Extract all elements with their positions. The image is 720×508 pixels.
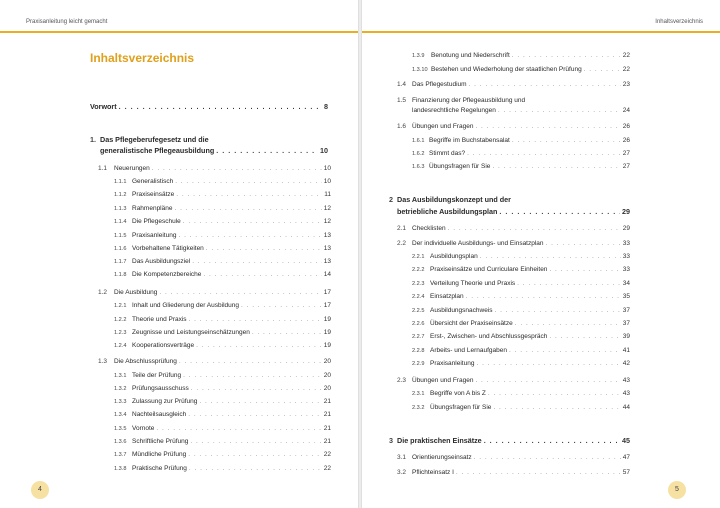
toc-entry[interactable] bbox=[412, 292, 630, 301]
leader-dots bbox=[517, 279, 621, 288]
toc-label: Übungsfragen für Sie bbox=[430, 404, 492, 411]
toc-num: 1.1.3 bbox=[114, 206, 127, 212]
toc-num: 1.1.6 bbox=[114, 246, 127, 252]
leader-dots bbox=[216, 146, 318, 155]
toc-chapter-1[interactable] bbox=[90, 135, 328, 144]
toc-entry[interactable] bbox=[412, 51, 630, 60]
toc-entry[interactable] bbox=[412, 279, 630, 288]
toc-page: 20 bbox=[323, 385, 331, 392]
toc-num: 2.2.4 bbox=[412, 294, 425, 300]
toc-page: 10 bbox=[323, 178, 331, 185]
toc-num: 1.3.6 bbox=[114, 439, 127, 445]
toc-num: 2.3.2 bbox=[412, 405, 425, 411]
toc-num: 2 bbox=[389, 195, 393, 204]
toc-page: 37 bbox=[622, 320, 630, 327]
toc-label: Inhalt und Gliederung der Ausbildung bbox=[132, 302, 239, 309]
toc-label: Schriftliche Prüfung bbox=[132, 438, 189, 445]
toc-entry[interactable] bbox=[412, 65, 630, 74]
toc-entry[interactable] bbox=[114, 450, 331, 459]
toc-label: Begriffe von A bis Z bbox=[430, 390, 486, 397]
running-head-right: Inhaltsverzeichnis bbox=[655, 19, 703, 25]
toc-page: 19 bbox=[323, 329, 331, 336]
toc-page: 21 bbox=[323, 398, 331, 405]
toc-page: 27 bbox=[622, 150, 630, 157]
toc-num: 1.3.3 bbox=[114, 399, 127, 405]
toc-num: 1.3.8 bbox=[114, 466, 127, 472]
toc-page: 37 bbox=[622, 307, 630, 314]
toc-label: Orientierungseinsatz bbox=[412, 454, 472, 461]
toc-label: Einsatzplan bbox=[430, 293, 464, 300]
toc-entry[interactable] bbox=[412, 306, 630, 315]
toc-entry-vorwort[interactable] bbox=[90, 102, 328, 111]
toc-num: 2.2.5 bbox=[412, 308, 425, 314]
toc-label: Rahmenpläne bbox=[132, 205, 173, 212]
toc-label: Kooperationsverträge bbox=[132, 342, 195, 349]
toc-num: 1.1.2 bbox=[114, 192, 127, 198]
toc-num: 1.1.1 bbox=[114, 179, 127, 185]
toc-label: Mündliche Prüfung bbox=[132, 451, 187, 458]
leader-dots bbox=[183, 217, 322, 226]
toc-num: 1.1 bbox=[98, 165, 108, 172]
toc-label: Die Kompetenzbereiche bbox=[132, 271, 202, 278]
toc-label: betriebliche Ausbildungsplan bbox=[397, 207, 498, 216]
toc-entry[interactable] bbox=[114, 217, 331, 226]
leader-dots bbox=[159, 288, 321, 297]
toc-page: 19 bbox=[323, 342, 331, 349]
header-rule bbox=[362, 31, 720, 33]
leader-dots bbox=[191, 384, 322, 393]
toc-label: Die Pflegeschule bbox=[132, 218, 181, 225]
toc-entry[interactable] bbox=[412, 389, 630, 398]
leader-dots bbox=[174, 204, 321, 213]
toc-label: Das Pflegeberufegesetz und die bbox=[100, 135, 209, 144]
toc-page: 21 bbox=[323, 425, 331, 432]
toc-num: 2.3 bbox=[397, 377, 407, 384]
toc-page: 26 bbox=[622, 123, 630, 130]
toc-num: 3 bbox=[389, 436, 393, 445]
toc-label: Benotung und Niederschrift bbox=[431, 52, 510, 59]
toc-page: 8 bbox=[324, 102, 328, 111]
toc-label: Praxiseinsätze bbox=[132, 191, 175, 198]
toc-label: Der individuelle Ausbildungs- und Einsatzplan bbox=[412, 240, 544, 247]
toc-label: Generalistisch bbox=[132, 178, 174, 185]
toc-entry[interactable] bbox=[412, 332, 630, 341]
leader-dots bbox=[484, 436, 620, 445]
leader-dots bbox=[549, 332, 620, 341]
leader-dots bbox=[495, 306, 621, 315]
toc-label: Bestehen und Wiederholung der staatlichen Prüfung bbox=[431, 66, 582, 73]
toc-chapter-2[interactable] bbox=[389, 195, 630, 204]
toc-entry[interactable] bbox=[114, 437, 331, 446]
toc-num: 2.2.8 bbox=[412, 348, 425, 354]
toc-label: Praktische Prüfung bbox=[132, 465, 187, 472]
toc-entry[interactable] bbox=[397, 122, 630, 131]
toc-num: 1.3.5 bbox=[114, 426, 127, 432]
leader-dots bbox=[488, 389, 621, 398]
toc-label: Vorwort bbox=[90, 102, 117, 111]
toc-page: 27 bbox=[622, 163, 630, 170]
toc-label: Arbeits- und Lernaufgaben bbox=[430, 347, 507, 354]
toc-num: 1.3.1 bbox=[114, 373, 127, 379]
toc-entry[interactable] bbox=[114, 371, 331, 380]
leader-dots bbox=[499, 207, 620, 216]
toc-label: Teile der Prüfung bbox=[132, 372, 182, 379]
toc-entry[interactable] bbox=[397, 453, 630, 462]
toc-num: 1.3.2 bbox=[114, 386, 127, 392]
toc-page: 45 bbox=[622, 436, 630, 445]
toc-label: Vorbehaltene Tätigkeiten bbox=[132, 245, 204, 252]
toc-num: 2.2.6 bbox=[412, 321, 425, 327]
toc-label: Theorie und Praxis bbox=[132, 316, 187, 323]
toc-page: 11 bbox=[324, 191, 331, 198]
leader-dots bbox=[509, 346, 621, 355]
toc-label: landesrechtliche Regelungen bbox=[412, 107, 496, 114]
toc-page: 21 bbox=[323, 411, 331, 418]
leader-dots bbox=[175, 177, 322, 186]
toc-label: Das Ausbildungsziel bbox=[132, 258, 191, 265]
toc-num: 1.1.4 bbox=[114, 219, 127, 225]
toc-num: 2.2 bbox=[397, 240, 407, 247]
toc-label: Checklisten bbox=[412, 225, 446, 232]
toc-entry[interactable] bbox=[114, 244, 331, 253]
toc-label: Die praktischen Einsätze bbox=[397, 436, 482, 445]
toc-label: Praxisanleitung bbox=[132, 232, 177, 239]
toc-page: 12 bbox=[323, 218, 331, 225]
leader-dots bbox=[584, 65, 621, 74]
toc-label: Ausbildungsplan bbox=[430, 253, 478, 260]
toc-label: Das Ausbildungskonzept und der bbox=[397, 195, 511, 204]
toc-page: 43 bbox=[622, 390, 630, 397]
toc-num: 1.5 bbox=[397, 97, 407, 104]
toc-entry[interactable] bbox=[412, 346, 630, 355]
toc-label: Vornote bbox=[132, 425, 155, 432]
toc-label: Ausbildungsnachweis bbox=[430, 307, 493, 314]
toc-page: 22 bbox=[323, 465, 331, 472]
toc-entry[interactable] bbox=[412, 359, 630, 368]
right-page bbox=[362, 0, 720, 508]
toc-entry[interactable] bbox=[397, 376, 630, 385]
toc-label: Nachteilsausgleich bbox=[132, 411, 187, 418]
leader-dots bbox=[189, 464, 322, 473]
toc-entry[interactable] bbox=[114, 231, 331, 240]
leader-dots bbox=[512, 51, 621, 60]
toc-entry[interactable] bbox=[412, 162, 630, 171]
leader-dots bbox=[492, 162, 620, 171]
toc-label: Stimmt das? bbox=[429, 150, 466, 157]
toc-page: 21 bbox=[323, 438, 331, 445]
toc-label: Übersicht der Praxiseinsätze bbox=[430, 320, 513, 327]
toc-label: Erst-, Zwischen- und Abschlussgespräch bbox=[430, 333, 548, 340]
leader-dots bbox=[474, 453, 621, 462]
toc-label: Prüfungsausschuss bbox=[132, 385, 189, 392]
toc-entry[interactable] bbox=[114, 301, 331, 310]
toc-page: 41 bbox=[622, 347, 630, 354]
toc-num: 1.6.3 bbox=[412, 164, 425, 170]
toc-label: Übungen und Fragen bbox=[412, 123, 474, 130]
toc-entry-line2[interactable] bbox=[412, 106, 630, 115]
toc-label: Die Ausbildung bbox=[114, 289, 158, 296]
leader-dots bbox=[467, 149, 621, 158]
toc-entry[interactable] bbox=[114, 328, 331, 337]
toc-num: 1.6.1 bbox=[412, 138, 425, 144]
toc-label: Übungen und Fragen bbox=[412, 377, 474, 384]
toc-entry[interactable] bbox=[114, 204, 331, 213]
leader-dots bbox=[515, 319, 621, 328]
toc-entry[interactable] bbox=[114, 190, 331, 199]
toc-num: 1.2.4 bbox=[114, 343, 127, 349]
toc-chapter-1-line2[interactable] bbox=[100, 146, 328, 155]
toc-label: Begriffe im Buchstabensalat bbox=[429, 137, 510, 144]
toc-label: Zeugnisse und Leistungseinschätzungen bbox=[132, 329, 250, 336]
toc-label: Verteilung Theorie und Praxis bbox=[430, 280, 516, 287]
toc-label: Praxiseinsätze und Curriculare Einheiten bbox=[430, 266, 548, 273]
toc-num: 1.1.7 bbox=[114, 259, 127, 265]
toc-entry[interactable] bbox=[412, 403, 630, 412]
toc-page: 22 bbox=[622, 52, 630, 59]
toc-chapter-3[interactable] bbox=[389, 436, 630, 445]
page-number-right: 5 bbox=[668, 481, 686, 499]
leader-dots bbox=[469, 80, 621, 89]
leader-dots bbox=[188, 450, 322, 459]
leader-dots bbox=[480, 252, 621, 261]
toc-page: 13 bbox=[323, 245, 331, 252]
toc-page: 29 bbox=[622, 225, 630, 232]
leader-dots bbox=[475, 376, 620, 385]
toc-num: 1.3.7 bbox=[114, 452, 127, 458]
toc-num: 2.3.1 bbox=[412, 391, 425, 397]
toc-page: 34 bbox=[622, 280, 630, 287]
toc-page: 29 bbox=[622, 207, 630, 216]
toc-label: Finanzierung der Pflegeausbildung und bbox=[412, 97, 526, 104]
toc-entry[interactable] bbox=[412, 252, 630, 261]
leader-dots bbox=[203, 270, 321, 279]
toc-page: 39 bbox=[622, 333, 630, 340]
toc-num: 2.2.1 bbox=[412, 254, 425, 260]
toc-entry[interactable] bbox=[397, 224, 630, 233]
toc-page: 33 bbox=[622, 253, 630, 260]
toc-label: Praxisanleitung bbox=[430, 360, 475, 367]
toc-page: 33 bbox=[622, 240, 630, 247]
toc-page: 10 bbox=[323, 165, 331, 172]
toc-page: 22 bbox=[622, 66, 630, 73]
leader-dots bbox=[549, 265, 620, 274]
toc-num: 1.4 bbox=[397, 81, 407, 88]
toc-entry[interactable] bbox=[412, 149, 630, 158]
toc-entry[interactable] bbox=[98, 164, 331, 173]
toc-entry[interactable] bbox=[397, 239, 630, 248]
toc-entry[interactable] bbox=[114, 424, 331, 433]
toc-page: 23 bbox=[622, 81, 630, 88]
toc-num: 3.1 bbox=[397, 454, 407, 461]
toc-entry[interactable] bbox=[114, 270, 331, 279]
toc-entry[interactable] bbox=[397, 80, 630, 89]
leader-dots bbox=[179, 357, 322, 366]
toc-page: 20 bbox=[323, 358, 331, 365]
toc-page: 35 bbox=[622, 293, 630, 300]
page-number-left: 4 bbox=[31, 481, 49, 499]
toc-num: 1.2.2 bbox=[114, 317, 127, 323]
toc-page: 17 bbox=[323, 302, 331, 309]
toc-num: 1.3.9 bbox=[412, 53, 425, 59]
toc-entry[interactable] bbox=[114, 341, 331, 350]
toc-page: 17 bbox=[323, 289, 331, 296]
leader-dots bbox=[498, 106, 621, 115]
toc-num: 1.2.3 bbox=[114, 330, 127, 336]
leader-dots bbox=[475, 122, 620, 131]
leader-dots bbox=[476, 359, 620, 368]
leader-dots bbox=[192, 257, 322, 266]
toc-num: 1.3.10 bbox=[412, 67, 428, 73]
leader-dots bbox=[206, 244, 322, 253]
toc-page: 22 bbox=[323, 451, 331, 458]
toc-label: Zulassung zur Prüfung bbox=[132, 398, 198, 405]
toc-page: 43 bbox=[622, 377, 630, 384]
toc-entry[interactable] bbox=[114, 315, 331, 324]
leader-dots bbox=[152, 164, 322, 173]
toc-num: 1.3.4 bbox=[114, 412, 127, 418]
toc-label: Neuerungen bbox=[114, 165, 150, 172]
toc-num: 1.1.5 bbox=[114, 233, 127, 239]
toc-entry[interactable] bbox=[98, 357, 331, 366]
toc-num: 2.2.3 bbox=[412, 281, 425, 287]
leader-dots bbox=[448, 224, 621, 233]
leader-dots bbox=[512, 136, 621, 145]
leader-dots bbox=[252, 328, 322, 337]
toc-num: 2.1 bbox=[397, 225, 407, 232]
leader-dots bbox=[199, 397, 321, 406]
toc-page: 12 bbox=[323, 205, 331, 212]
toc-num: 2.2.7 bbox=[412, 334, 425, 340]
toc-page: 14 bbox=[323, 271, 331, 278]
toc-label: generalistische Pflegeausbildung bbox=[100, 146, 215, 155]
toc-entry[interactable] bbox=[412, 136, 630, 145]
toc-num: 1.3 bbox=[98, 358, 108, 365]
leader-dots bbox=[241, 301, 322, 310]
toc-entry[interactable] bbox=[412, 319, 630, 328]
toc-page: 20 bbox=[323, 372, 331, 379]
toc-page: 10 bbox=[320, 146, 328, 155]
toc-page: 33 bbox=[622, 266, 630, 273]
leader-dots bbox=[188, 410, 322, 419]
leader-dots bbox=[176, 190, 322, 199]
toc-entry[interactable] bbox=[98, 288, 331, 297]
toc-page: 19 bbox=[323, 316, 331, 323]
leader-dots bbox=[183, 371, 322, 380]
toc-entry[interactable] bbox=[114, 397, 331, 406]
leader-dots bbox=[190, 437, 321, 446]
toc-page: 24 bbox=[622, 107, 630, 114]
toc-num: 3.2 bbox=[397, 469, 407, 476]
toc-page: 44 bbox=[622, 404, 630, 411]
toc-page: 13 bbox=[323, 232, 331, 239]
toc-page: 13 bbox=[323, 258, 331, 265]
toc-page: 42 bbox=[622, 360, 630, 367]
leader-dots bbox=[456, 468, 621, 477]
toc-page: 57 bbox=[622, 469, 630, 476]
toc-entry[interactable] bbox=[114, 410, 331, 419]
toc-entry[interactable] bbox=[114, 177, 331, 186]
toc-num: 1.2.1 bbox=[114, 303, 127, 309]
leader-dots bbox=[466, 292, 621, 301]
leader-dots bbox=[196, 341, 322, 350]
toc-label: Das Pflegestudium bbox=[412, 81, 467, 88]
leader-dots bbox=[156, 424, 321, 433]
toc-entry[interactable] bbox=[412, 265, 630, 274]
toc-num: 1.1.8 bbox=[114, 272, 127, 278]
toc-entry[interactable] bbox=[397, 96, 630, 105]
toc-label: Pflichteinsatz I bbox=[412, 469, 454, 476]
toc-page: 26 bbox=[622, 137, 630, 144]
leader-dots bbox=[189, 315, 322, 324]
toc-num: 2.2.9 bbox=[412, 361, 425, 367]
toc-num: 1. bbox=[90, 135, 96, 144]
toc-entry[interactable] bbox=[114, 384, 331, 393]
toc-entry[interactable] bbox=[114, 464, 331, 473]
toc-num: 1.6.2 bbox=[412, 151, 425, 157]
running-head-left: Praxisanleitung leicht gemacht bbox=[26, 19, 108, 25]
toc-chapter-2-line2[interactable] bbox=[397, 207, 630, 216]
leader-dots bbox=[493, 403, 620, 412]
toc-entry[interactable] bbox=[114, 257, 331, 266]
page-title: Inhaltsverzeichnis bbox=[90, 51, 195, 65]
toc-label: Die Abschlussprüfung bbox=[114, 358, 177, 365]
toc-page: 47 bbox=[622, 454, 630, 461]
header-rule bbox=[0, 31, 358, 33]
toc-num: 1.2 bbox=[98, 289, 108, 296]
toc-num: 1.6 bbox=[397, 123, 407, 130]
leader-dots bbox=[546, 239, 621, 248]
toc-label: Übungsfragen für Sie bbox=[429, 163, 491, 170]
left-page bbox=[0, 0, 358, 508]
toc-entry[interactable] bbox=[397, 468, 630, 477]
leader-dots bbox=[178, 231, 321, 240]
toc-num: 2.2.2 bbox=[412, 267, 425, 273]
leader-dots bbox=[119, 102, 322, 111]
